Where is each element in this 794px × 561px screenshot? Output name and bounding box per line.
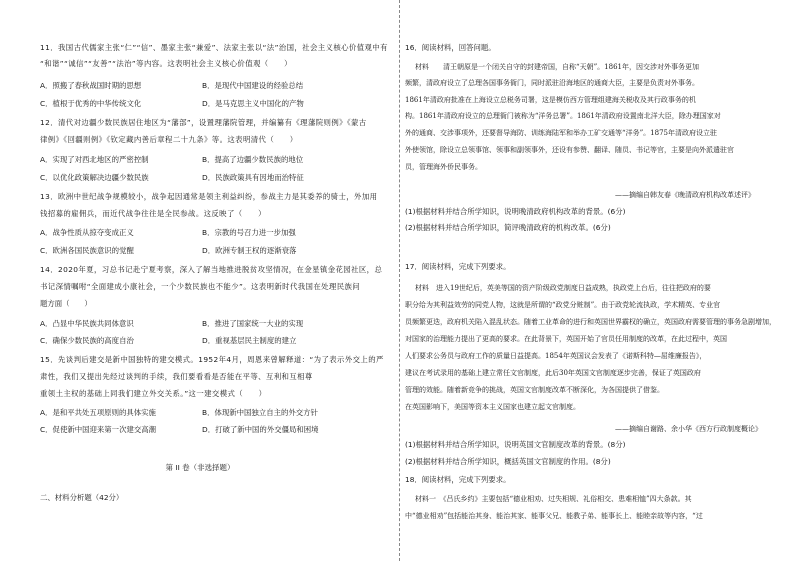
question-17-material-line-7: 管理的效能。随着新竞争的挑战，英国文官制度改革不断深化，为各国提供了借鉴。	[405, 386, 664, 394]
section-2-title: 第 II 卷（非选择题）	[165, 463, 235, 472]
question-12-option-a: A．实现了对西北地区的严密控制	[40, 155, 149, 164]
question-17-subquestion-2: (2)根据材料并结合所学知识，概括英国文官制度的作用。(8分)	[405, 457, 611, 466]
question-17-source: ——摘编自谢路、余小华《西方行政制度概论》	[615, 425, 762, 433]
question-13-option-b: B．宗教的号召力进一步加强	[202, 228, 296, 237]
right-column	[400, 0, 794, 561]
question-14-option-c: C．确保少数民族的高度自治	[40, 336, 134, 345]
question-18-title: 18．阅读材料，完成下列要求。	[405, 475, 511, 484]
question-14-option-b: B．推进了国家统一大业的实现	[202, 319, 304, 328]
question-15-stem-line-1: 15．先谈判后建交是新中国独特的建交模式。1952年4月，周恩来曾解释道：“为了表示外交上的严	[40, 355, 384, 364]
question-15-option-a: A．是和平共处五项原则的具体实施	[40, 408, 156, 417]
question-16-material-line-1: 材料 清王朝原是一个闭关自守的封建帝国，自称“天朝”。1861年，因交涉对外事务更加	[415, 63, 699, 71]
question-17-material-line-8: 在英国影响下，美国等资本主义国家也建立起文官制度。	[405, 403, 580, 411]
question-12-option-d: D．民族政策具有因地而治特征	[202, 173, 304, 182]
question-17-material-line-2: 职分给为其利益效劳的同党人物，这就是所谓的“政党分赃制”。由于政党轮流执政，学术精英、专业官	[405, 301, 721, 309]
question-14-stem-line-3: 题方面（ ）	[40, 299, 92, 308]
section-2-subtitle: 二、材料分析题（42分）	[40, 493, 124, 502]
question-13-stem-line-1: 13．欧洲中世纪战争规模较小，战争起因通常是领主利益纠纷，参战主力是其委养的骑士，外加用	[40, 192, 378, 201]
question-18-material-line-1: 材料一 《吕氏乡约》主要包括“德业相劝、过失相规、礼俗相交、患难相恤”四大条款。其	[415, 495, 692, 503]
question-17-material-line-4: 对国家的治理能力提出了更高的要求。在此背景下，英国开始了官员任用制度的改革，在此过程中，英国	[405, 335, 727, 343]
question-11-stem-line-1: 11．我国古代儒家主张“仁”“信”、墨家主张“兼爱”、法家主张以“法”治国，社会主义核心价值观中有	[40, 43, 388, 52]
question-14-option-a: A．凸显中华民族共同体意识	[40, 319, 134, 328]
question-17-subquestion-1: (1)根据材料并结合所学知识，说明英国文官制度改革的背景。(8分)	[405, 440, 626, 449]
question-13-option-d: D．欧洲专制王权的逐渐衰落	[202, 246, 297, 255]
question-15-option-d: D．打破了新中国的外交僵局和困境	[202, 425, 319, 434]
question-14-stem-line-2: 书记深情嘱咐“全面建成小康社会，一个少数民族也不能少”。这表明新时代我国在处理民族问	[40, 282, 361, 291]
question-16-title: 16．阅读材料，回答问题。	[405, 43, 496, 52]
question-16-material-line-3: 1861年清政府批准在上海设立总税务司署，这是模仿西方管理组建海关税收及其行政事务的机	[405, 96, 696, 104]
question-16-material-line-2: 频繁，清政府设立了总理各国事务衙门，同时派驻沿海地区的通商大臣，主要是负责对外事务。	[405, 79, 699, 87]
question-15-option-c: C．促使新中国迎来第一次建交高潮	[40, 425, 157, 434]
question-12-option-b: B．提高了边疆少数民族的地位	[202, 155, 304, 164]
question-11-option-a: A．照搬了春秋战国时期的思想	[40, 81, 142, 90]
question-12-option-c: C．以优化政策解决边疆少数民族	[40, 173, 149, 182]
question-12-stem-line-1: 12．清代对边疆少数民族居住地区为“藩部”，设置理藩院管理，并编纂有《理藩院则例》《蒙古	[40, 118, 367, 127]
question-11-option-c: C．植根于优秀的中华传统文化	[40, 99, 142, 108]
question-16-material-line-7: 员，管理海外侨民事务。	[405, 163, 482, 171]
question-16-subquestion-2: (2)根据材料并结合所学知识，简评晚清政府的机构改革。(6分)	[405, 223, 611, 232]
question-13-option-c: C．欧洲各国民族意识的觉醒	[40, 246, 134, 255]
question-17-material-line-1: 材料 进入19世纪后，英美等国的资产阶级政党制度日益成熟，执政党上台后，往往把政府的要	[415, 284, 711, 292]
question-15-option-b: B．体现新中国独立自主的外交方针	[202, 408, 318, 417]
question-18-material-line-2: 中“德业相劝”包括能治其身、能治其家、能事父兄、能教子弟、能事长上、能睦亲故等内容，“过	[405, 512, 703, 520]
question-11-stem-line-2: “和谐”“诚信”“友善”“法治”等内容。这表明社会主义核心价值观（ ）	[40, 59, 292, 68]
question-15-stem-line-2: 肃性，我们又提出先经过谈判的手续，我们要看看是否能在平等、互利和互相尊	[40, 372, 313, 381]
question-17-material-line-3: 员频繁更迭，政府机关陷入混乱状态。随着工业革命的进行和英国世界霸权的确立，英国政府需要管理的事务急剧增加，	[405, 318, 776, 326]
question-14-option-d: D．重视基层民主制度的建立	[202, 336, 297, 345]
question-16-material-line-5: 外的通商、交涉事项外，还要督导海防、训练海陆军和举办工矿交通等“洋务”。1875年清政府设立驻	[405, 129, 717, 137]
question-17-material-line-5: 人们要求公务员与政府工作的质量日益提高。1854年英国议会发表了《诺斯科特—屈维廉报告》，	[405, 352, 707, 360]
question-12-stem-line-2: 律例》《回疆则例》《钦定藏内善后章程二十九条》等。这表明清代（ ）	[40, 135, 298, 144]
question-16-material-line-4: 构。1861年清政府设立的总理衙门被称为“洋务总署”。1861年清政府设置南北洋大臣，除办理国家对	[405, 112, 721, 120]
question-13-option-a: A．战争性质从掠夺变成正义	[40, 228, 134, 237]
question-16-source: ——摘编自韩友春《晚清政府机构改革述评》	[615, 191, 755, 199]
question-16-material-line-6: 外使领馆，除设立总领事馆、领事和副领事外，还设有参赞、翻译、随员、书记等官，主要是向外派遣驻官	[405, 146, 734, 154]
question-15-stem-line-3: 重领土主权的基础上同我们建立外交关系。”这一建交模式（ ）	[40, 389, 267, 398]
question-17-material-line-6: 建议在考试录用的基础上建立常任文官制度，此后30年英国文官制度逐步完善，保证了英国政府	[405, 369, 701, 377]
question-17-title: 17．阅读材料，完成下列要求。	[405, 262, 511, 271]
question-14-stem-line-1: 14．2020年夏，习总书记赴宁夏考察，深入了解当地推进脱贫攻坚情况，在金星镇金花园社区，总	[40, 265, 383, 274]
question-16-subquestion-1: (1)根据材料并结合所学知识，说明晚清政府机构改革的背景。(6分)	[405, 207, 626, 216]
question-11-option-b: B．是现代中国建设的经验总结	[202, 81, 304, 90]
question-11-option-d: D．是马克思主义中国化的产物	[202, 99, 304, 108]
question-13-stem-line-2: 钱招募的雇佣兵，而近代战争往往是全民参战。这反映了（ ）	[40, 209, 266, 218]
